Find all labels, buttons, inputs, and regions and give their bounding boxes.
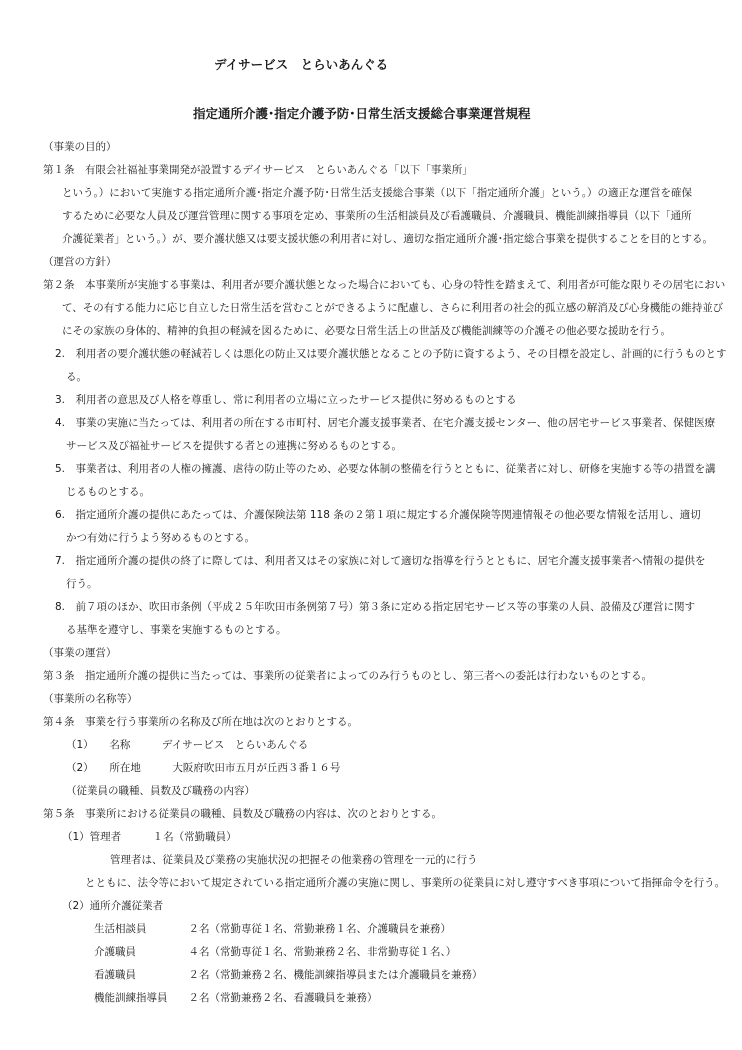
article-2-item-5: 5. 事業者は、利用者の人権の擁護、虐待の防止等のため、必要な体制の整備を行うとともに、従業者に対し、研修を実施する等の措置を講 bbox=[55, 463, 716, 475]
section-heading-staff: （従業員の職種、員数及び職務の内容） bbox=[66, 785, 255, 797]
section-heading-purpose: （事業の目的） bbox=[43, 141, 117, 153]
document-title: 指定通所介護･指定介護予防･日常生活支援総合事業運営規程 bbox=[193, 106, 531, 121]
article-2-item-6: 6. 指定通所介護の提供にあたっては、介護保険法第 118 条の２第１項に規定する介護保険等関連情報その他必要な情報を活用し、適切 bbox=[55, 509, 701, 521]
article-2-line: にその家族の身体的、精神的負担の軽減を図るために、必要な日常生活上の世話及び機能訓練等の介護その他必要な援助を行う。 bbox=[62, 325, 671, 337]
article-2-item-4-line: サービス及び福祉サービスを提供する者との連携に努めるものとする。 bbox=[66, 440, 402, 452]
staff-row: 機能訓練指導員 ２名（常勤兼務２名、看護職員を兼務） bbox=[94, 992, 378, 1004]
article-4: 第４条 事業を行う事業所の名称及び所在地は次のとおりとする。 bbox=[43, 716, 358, 728]
article-2: 第２条 本事業所が実施する事業は、利用者が要介護状態となった場合においても、心身の特性を踏まえて、利用者が可能な限りその居宅におい bbox=[43, 279, 726, 291]
article-4-address: （2） 所在地 大阪府吹田市五月が丘西３番１６号 bbox=[66, 762, 341, 774]
facility-name: デイサービス とらいあんぐる bbox=[214, 57, 389, 72]
staff-row: 生活相談員 ２名（常勤専従１名、常勤兼務１名、介護職員を兼務） bbox=[94, 923, 451, 935]
staff-row: 介護職員 ４名（常勤専従１名、常勤兼務２名、非常勤専従１名、） bbox=[94, 946, 457, 958]
article-2-item-2-line: る。 bbox=[66, 371, 87, 383]
article-2-item-7-line: 行う。 bbox=[66, 578, 98, 590]
article-5: 第５条 事業所における従業員の職種、員数及び職務の内容は、次のとおりとする。 bbox=[43, 808, 442, 820]
article-2-item-2: 2. 利用者の要介護状態の軽減若しくは悪化の防止又は要介護状態となることの予防に資するよう、その目標を設定し、計画的に行うものとす bbox=[55, 348, 727, 360]
article-3: 第３条 指定通所介護の提供に当たっては、事業所の従業者によってのみ行うものとし、第三者への委託は行わないものとする。 bbox=[43, 670, 652, 682]
article-1: 第１条 有限会社福祉事業開発が設置するデイサービス とらいあんぐる「以下「事業所」 bbox=[43, 164, 473, 176]
article-1-line: という。）において実施する指定通所介護･指定介護予防･日常生活支援総合事業（以下「指定通所介護」という。）の適正な運営を確保 bbox=[62, 187, 692, 199]
article-4-name: （1） 名称 デイサービス とらいあんぐる bbox=[66, 739, 309, 751]
article-5-manager-duty: 管理者は、従業員及び業務の実施状況の把握その他業務の管理を一元的に行う bbox=[110, 854, 478, 866]
article-5-manager-duty-line: とともに、法令等において規定されている指定通所介護の実施に関し、事業所の従業員に対し遵守すべき事項について指揮命令を行う。 bbox=[85, 877, 726, 889]
section-heading-name: （事業所の名称等） bbox=[43, 693, 138, 705]
article-2-item-8-line: る基準を遵守し、事業を実施するものとする。 bbox=[66, 624, 287, 636]
article-2-item-7: 7. 指定通所介護の提供の終了に際しては、利用者又はその家族に対して適切な指導を行うとともに、居宅介護支援事業者へ情報の提供を bbox=[55, 555, 706, 567]
article-2-item-5-line: じるものとする。 bbox=[66, 486, 150, 498]
section-heading-operation: （事業の運営） bbox=[43, 647, 117, 659]
article-1-line: するために必要な人員及び運営管理に関する事項を定め、事業所の生活相談員及び看護職員、介護職員、機能訓練指導員（以下「通所 bbox=[62, 210, 692, 222]
article-2-item-6-line: かつ有効に行うよう努めるものとする。 bbox=[66, 532, 255, 544]
article-5-manager: （1）管理者 １名（常勤職員） bbox=[62, 831, 237, 843]
article-2-item-4: 4. 事業の実施に当たっては、利用者の所在する市町村、居宅介護支援事業者、在宅介護支援センター、他の居宅サービス事業者、保健医療 bbox=[55, 417, 716, 429]
article-2-item-3: 3. 利用者の意思及び人格を尊重し、常に利用者の立場に立ったサービス提供に努めるものとする bbox=[55, 394, 517, 406]
article-2-item-8: 8. 前７項のほか、吹田市条例（平成２５年吹田市条例第７号）第３条に定める指定居宅サービス等の事業の人員、設備及び運営に関す bbox=[55, 601, 696, 613]
section-heading-policy: （運営の方針） bbox=[43, 256, 117, 268]
article-5-care-staff: （2）通所介護従業者 bbox=[62, 900, 164, 912]
article-2-line: て、その有する能力に応じ自立した日常生活を営むことができるように配慮し、さらに利用者の社会的孤立感の解消及び心身機能の維持並び bbox=[62, 302, 724, 314]
staff-row: 看護職員 ２名（常勤兼務２名、機能訓練指導員または介護職員を兼務） bbox=[94, 969, 483, 981]
article-1-line: 介護従業者」という。）が、要介護状態又は要支援状態の利用者に対し、適切な指定通所介護･指定総合事業を提供することを目的とする。 bbox=[62, 233, 713, 245]
